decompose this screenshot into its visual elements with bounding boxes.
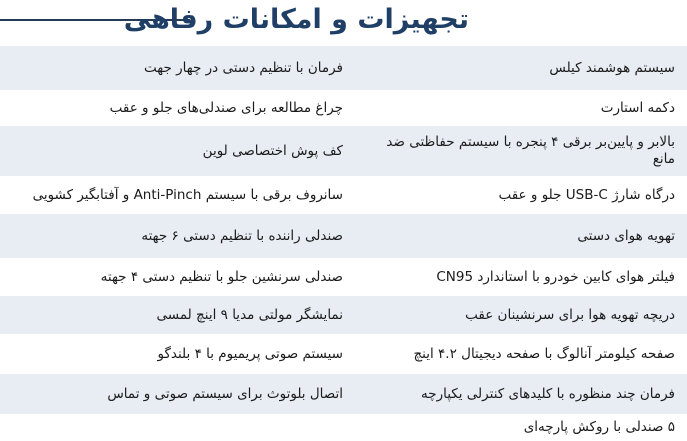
feature-cell-left: کف پوش اختصاصی لوین (202, 142, 343, 159)
feature-cell-left (11, 414, 343, 441)
feature-cell-left: نمایشگر مولتی مدیا ۹ اینچ لمسی (156, 306, 343, 323)
table-row (0, 90, 687, 126)
section-header (0, 0, 687, 46)
feature-cell-right: تهویه هوای دستی (577, 227, 675, 244)
table-row (0, 126, 687, 176)
feature-cell-left: صندلی راننده با تنظیم دستی ۶ جهته (141, 227, 343, 244)
feature-cell-right: صفحه کیلومتر آنالوگ با صفحه دیجیتال ۴.۲ اینچ (413, 345, 675, 362)
feature-cell-right: درگاه شارژ USB-C جلو و عقب (498, 186, 675, 203)
table-row (0, 176, 687, 214)
table-row (0, 296, 687, 334)
table-row (0, 214, 687, 258)
feature-cell-left: اتصال بلوتوث برای سیستم صوتی و تماس (107, 385, 343, 402)
feature-cell-left: سیستم صوتی پریمیوم با ۴ بلندگو (157, 345, 343, 362)
features-table (0, 46, 687, 441)
table-row (0, 258, 687, 296)
feature-cell-left: چراغ مطالعه برای صندلی‌های جلو و عقب (109, 99, 343, 116)
section-title: تجهیزات و امکانات رفاهی (123, 4, 469, 35)
feature-cell-right: فیلتر هوای کابین خودرو با استاندارد CN95 (436, 268, 675, 285)
feature-cell-right: فرمان چند منظوره با کلیدهای کنترلی یکپارچه (421, 385, 675, 402)
table-row (0, 374, 687, 414)
feature-cell-right: سیستم هوشمند کیلس (549, 59, 675, 76)
feature-cell-left: سانروف برقی با سیستم Anti-Pinch و آفتابگیر کشویی (32, 186, 343, 203)
feature-cell-right: بالابر و پایین‌بر برقی ۴ پنجره با سیستم حفاظتی ضد مانع (386, 134, 675, 167)
table-row (0, 46, 687, 90)
feature-cell-left: صندلی سرنشین جلو با تنظیم دستی ۴ جهته (100, 268, 343, 285)
feature-cell-right: دکمه استارت (600, 99, 675, 116)
feature-cell-right: ۵ صندلی با روکش پارچه‌ای (523, 419, 675, 436)
feature-cell-right: دریچه تهویه هوا برای سرنشینان عقب (465, 306, 675, 323)
table-row (0, 414, 687, 441)
feature-cell-left: فرمان با تنظیم دستی در چهار جهت (144, 59, 343, 76)
table-row (0, 334, 687, 374)
